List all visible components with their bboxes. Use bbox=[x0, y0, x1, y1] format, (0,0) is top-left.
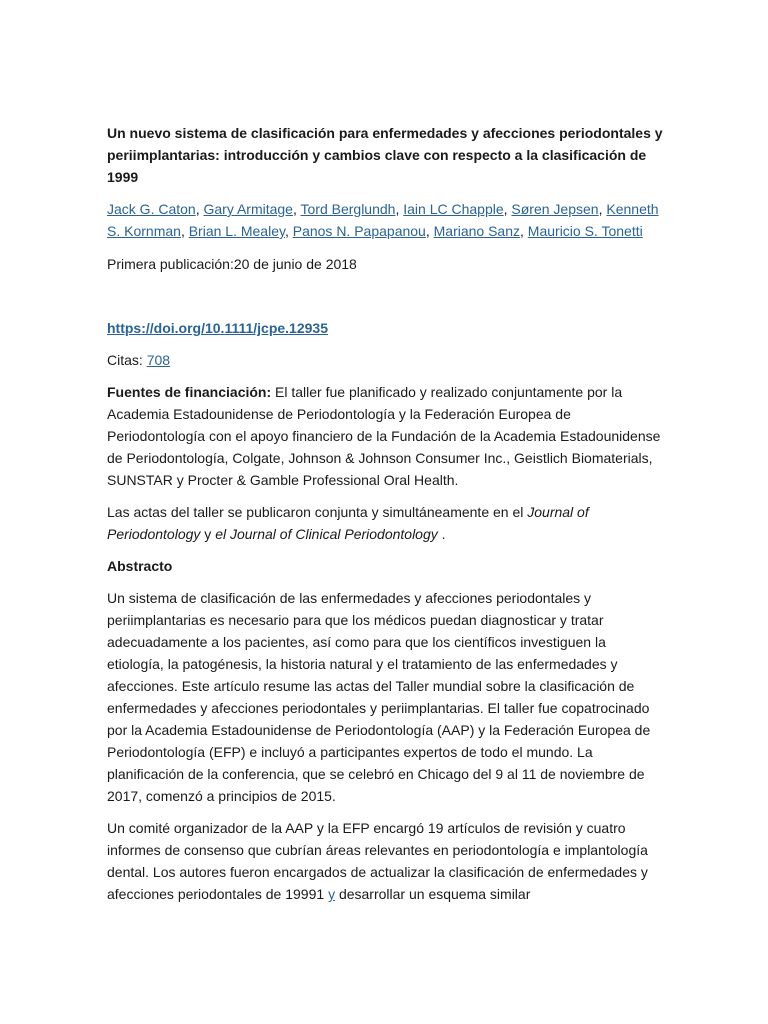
abstract-p2-tail: desarrollar un esquema similar bbox=[335, 886, 531, 902]
citations-count-link[interactable]: 708 bbox=[146, 352, 171, 368]
author-separator: , bbox=[503, 201, 512, 217]
author-link[interactable]: Gary Armitage bbox=[203, 201, 293, 217]
author-list bbox=[107, 198, 663, 242]
author-link[interactable]: Søren Jepsen bbox=[511, 201, 599, 217]
author-separator: , bbox=[180, 223, 189, 239]
author-link[interactable]: Kenneth S. Kornman bbox=[107, 201, 659, 239]
author-link[interactable]: Brian L. Mealey bbox=[188, 223, 285, 239]
author-link[interactable]: Mariano Sanz bbox=[433, 223, 521, 239]
reference-link[interactable]: y bbox=[328, 886, 336, 902]
article-title: Un nuevo sistema de clasificación para enfermedades y afecciones periodontales y periimplantarias: introducción y cambios clave con respecto a la clasificación de 1999 bbox=[107, 125, 663, 185]
author-link[interactable]: Tord Berglundh bbox=[300, 201, 396, 217]
author-link[interactable]: Jack G. Caton bbox=[107, 201, 196, 217]
article-body bbox=[107, 122, 663, 915]
author-separator: , bbox=[598, 201, 607, 217]
proceedings-end: . bbox=[437, 526, 446, 542]
journal-periodontology: Journal of Periodontology bbox=[107, 504, 589, 542]
abstract-heading: Abstracto bbox=[107, 558, 173, 574]
journal-clinical-periodontology: el Journal of Clinical Periodontology bbox=[215, 526, 438, 542]
abstract-paragraph-2 bbox=[107, 817, 663, 905]
doi-line bbox=[107, 317, 663, 339]
funding-label: Fuentes de financiación: bbox=[107, 384, 272, 400]
citations-line bbox=[107, 349, 663, 371]
author-separator: , bbox=[284, 223, 293, 239]
author-link[interactable]: Panos N. Papapanou bbox=[292, 223, 426, 239]
proceedings-paragraph bbox=[107, 501, 663, 545]
abstract-paragraph-1: Un sistema de clasificación de las enfermedades y afecciones periodontales y periimplantarias es necesario para que los médicos puedan diagnosticar y tratar adecuadamente a los pacientes, así como para que los científicos investiguen la etiología, la patogénesis, la historia natural y el tratamiento de las enfermedades y afecciones. Este artículo resume las actas del Taller mundial sobre la clasificación de enfermedades y afecciones periodontales y periimplantarias. El taller fue copatrocinado por la Academia Estadounidense de Periodontología (AAP) y la Federación Europea de Periodontología (EFP) e incluyó a participantes expertos de todo el mundo. La planificación de la conferencia, que se celebró en Chicago del 9 al 11 de noviembre de 2017, comenzó a principios de 2015. bbox=[107, 590, 651, 804]
author-link[interactable]: Mauricio S. Tonetti bbox=[527, 223, 643, 239]
author-separator: , bbox=[520, 223, 528, 239]
author-separator: , bbox=[395, 201, 404, 217]
author-separator: , bbox=[425, 223, 434, 239]
proceedings-conjunction: y bbox=[200, 526, 216, 542]
author-link[interactable]: Iain LC Chapple bbox=[403, 201, 504, 217]
proceedings-text: Las actas del taller se publicaron conjunta y simultáneamente en el bbox=[107, 504, 528, 520]
author-separator: , bbox=[195, 201, 204, 217]
abstract-p2-text: Un comité organizador de la AAP y la EFP encargó 19 artículos de revisión y cuatro informes de consenso que cubrían áreas relevantes en periodontología e implantología dental. Los autores fueron encargados de actualizar la clasificación de enfermedades y afecciones periodontales de 19991 bbox=[107, 820, 648, 902]
citations-label: Citas: bbox=[107, 352, 147, 368]
publication-date: Primera publicación:20 de junio de 2018 bbox=[107, 256, 357, 272]
author-separator: , bbox=[292, 201, 301, 217]
doi-link[interactable]: https://doi.org/10.1111/jcpe.12935 bbox=[107, 320, 328, 336]
funding-paragraph bbox=[107, 381, 663, 491]
funding-text: El taller fue planificado y realizado conjuntamente por la Academia Estadounidense de Periodontología y la Federación Europea de Periodontología con el apoyo financiero de la Fundación de la Academia Estadounidense de Periodontología, Colgate, Johnson & Johnson Consumer Inc., Geistlich Biomaterials, SUNSTAR y Procter & Gamble Professional Oral Health. bbox=[107, 384, 661, 488]
